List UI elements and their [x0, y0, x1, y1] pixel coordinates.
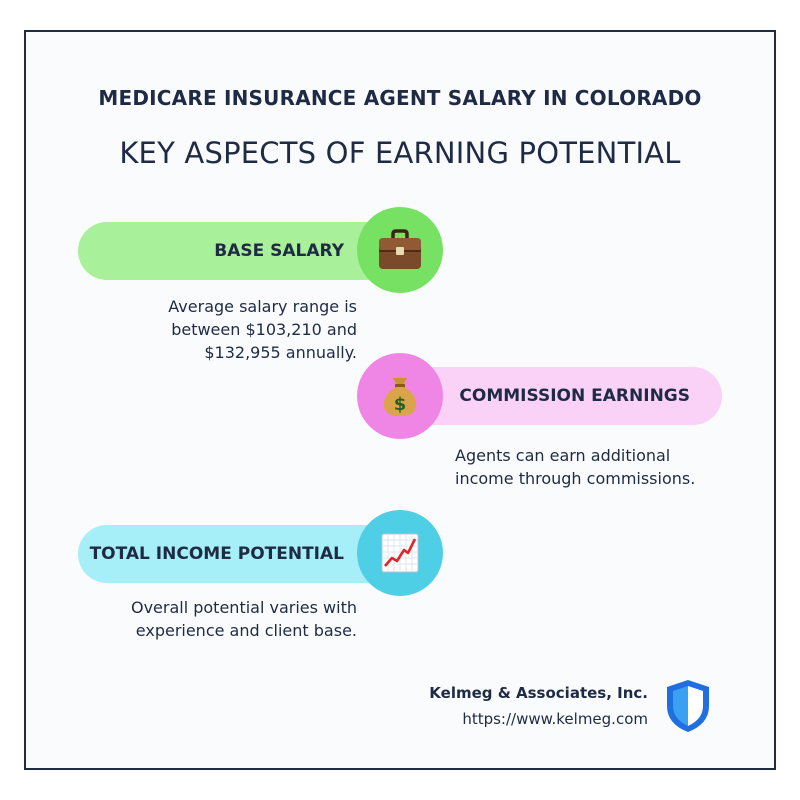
base-salary-label: BASE SALARY [214, 241, 344, 261]
total-income-potential-description [92, 596, 357, 642]
description-line: experience and client base. [135, 621, 357, 640]
description-line: Agents can earn additional [455, 446, 671, 465]
description-line: between $103,210 and [171, 320, 357, 339]
description-line: Overall potential varies with [130, 598, 357, 617]
page-subtitle: KEY ASPECTS OF EARNING POTENTIAL [119, 136, 681, 170]
total-income-potential-pill [78, 525, 398, 583]
svg-text:$: $ [393, 394, 407, 415]
total-income-potential-circle [357, 510, 443, 596]
chart-increasing-icon [380, 532, 420, 574]
description-line: $132,955 annually. [204, 343, 357, 362]
description-line: Average salary range is [168, 297, 357, 316]
commission-earnings-description [455, 444, 735, 490]
shield-logo-icon [664, 678, 712, 734]
base-salary-pill [78, 222, 398, 280]
company-name: Kelmeg & Associates, Inc. [429, 684, 648, 702]
briefcase-icon [377, 229, 423, 271]
description-line: income through commissions. [455, 469, 696, 488]
page-title: MEDICARE INSURANCE AGENT SALARY IN COLORADO [98, 86, 702, 110]
commission-earnings-circle [357, 353, 443, 439]
company-url[interactable]: https://www.kelmeg.com [462, 710, 648, 728]
base-salary-circle [357, 207, 443, 293]
base-salary-description [130, 295, 357, 364]
total-income-potential-label: TOTAL INCOME POTENTIAL [89, 544, 344, 564]
commission-earnings-pill [402, 367, 722, 425]
commission-earnings-label: COMMISSION EARNINGS [459, 386, 690, 406]
money-bag-icon [380, 374, 420, 418]
